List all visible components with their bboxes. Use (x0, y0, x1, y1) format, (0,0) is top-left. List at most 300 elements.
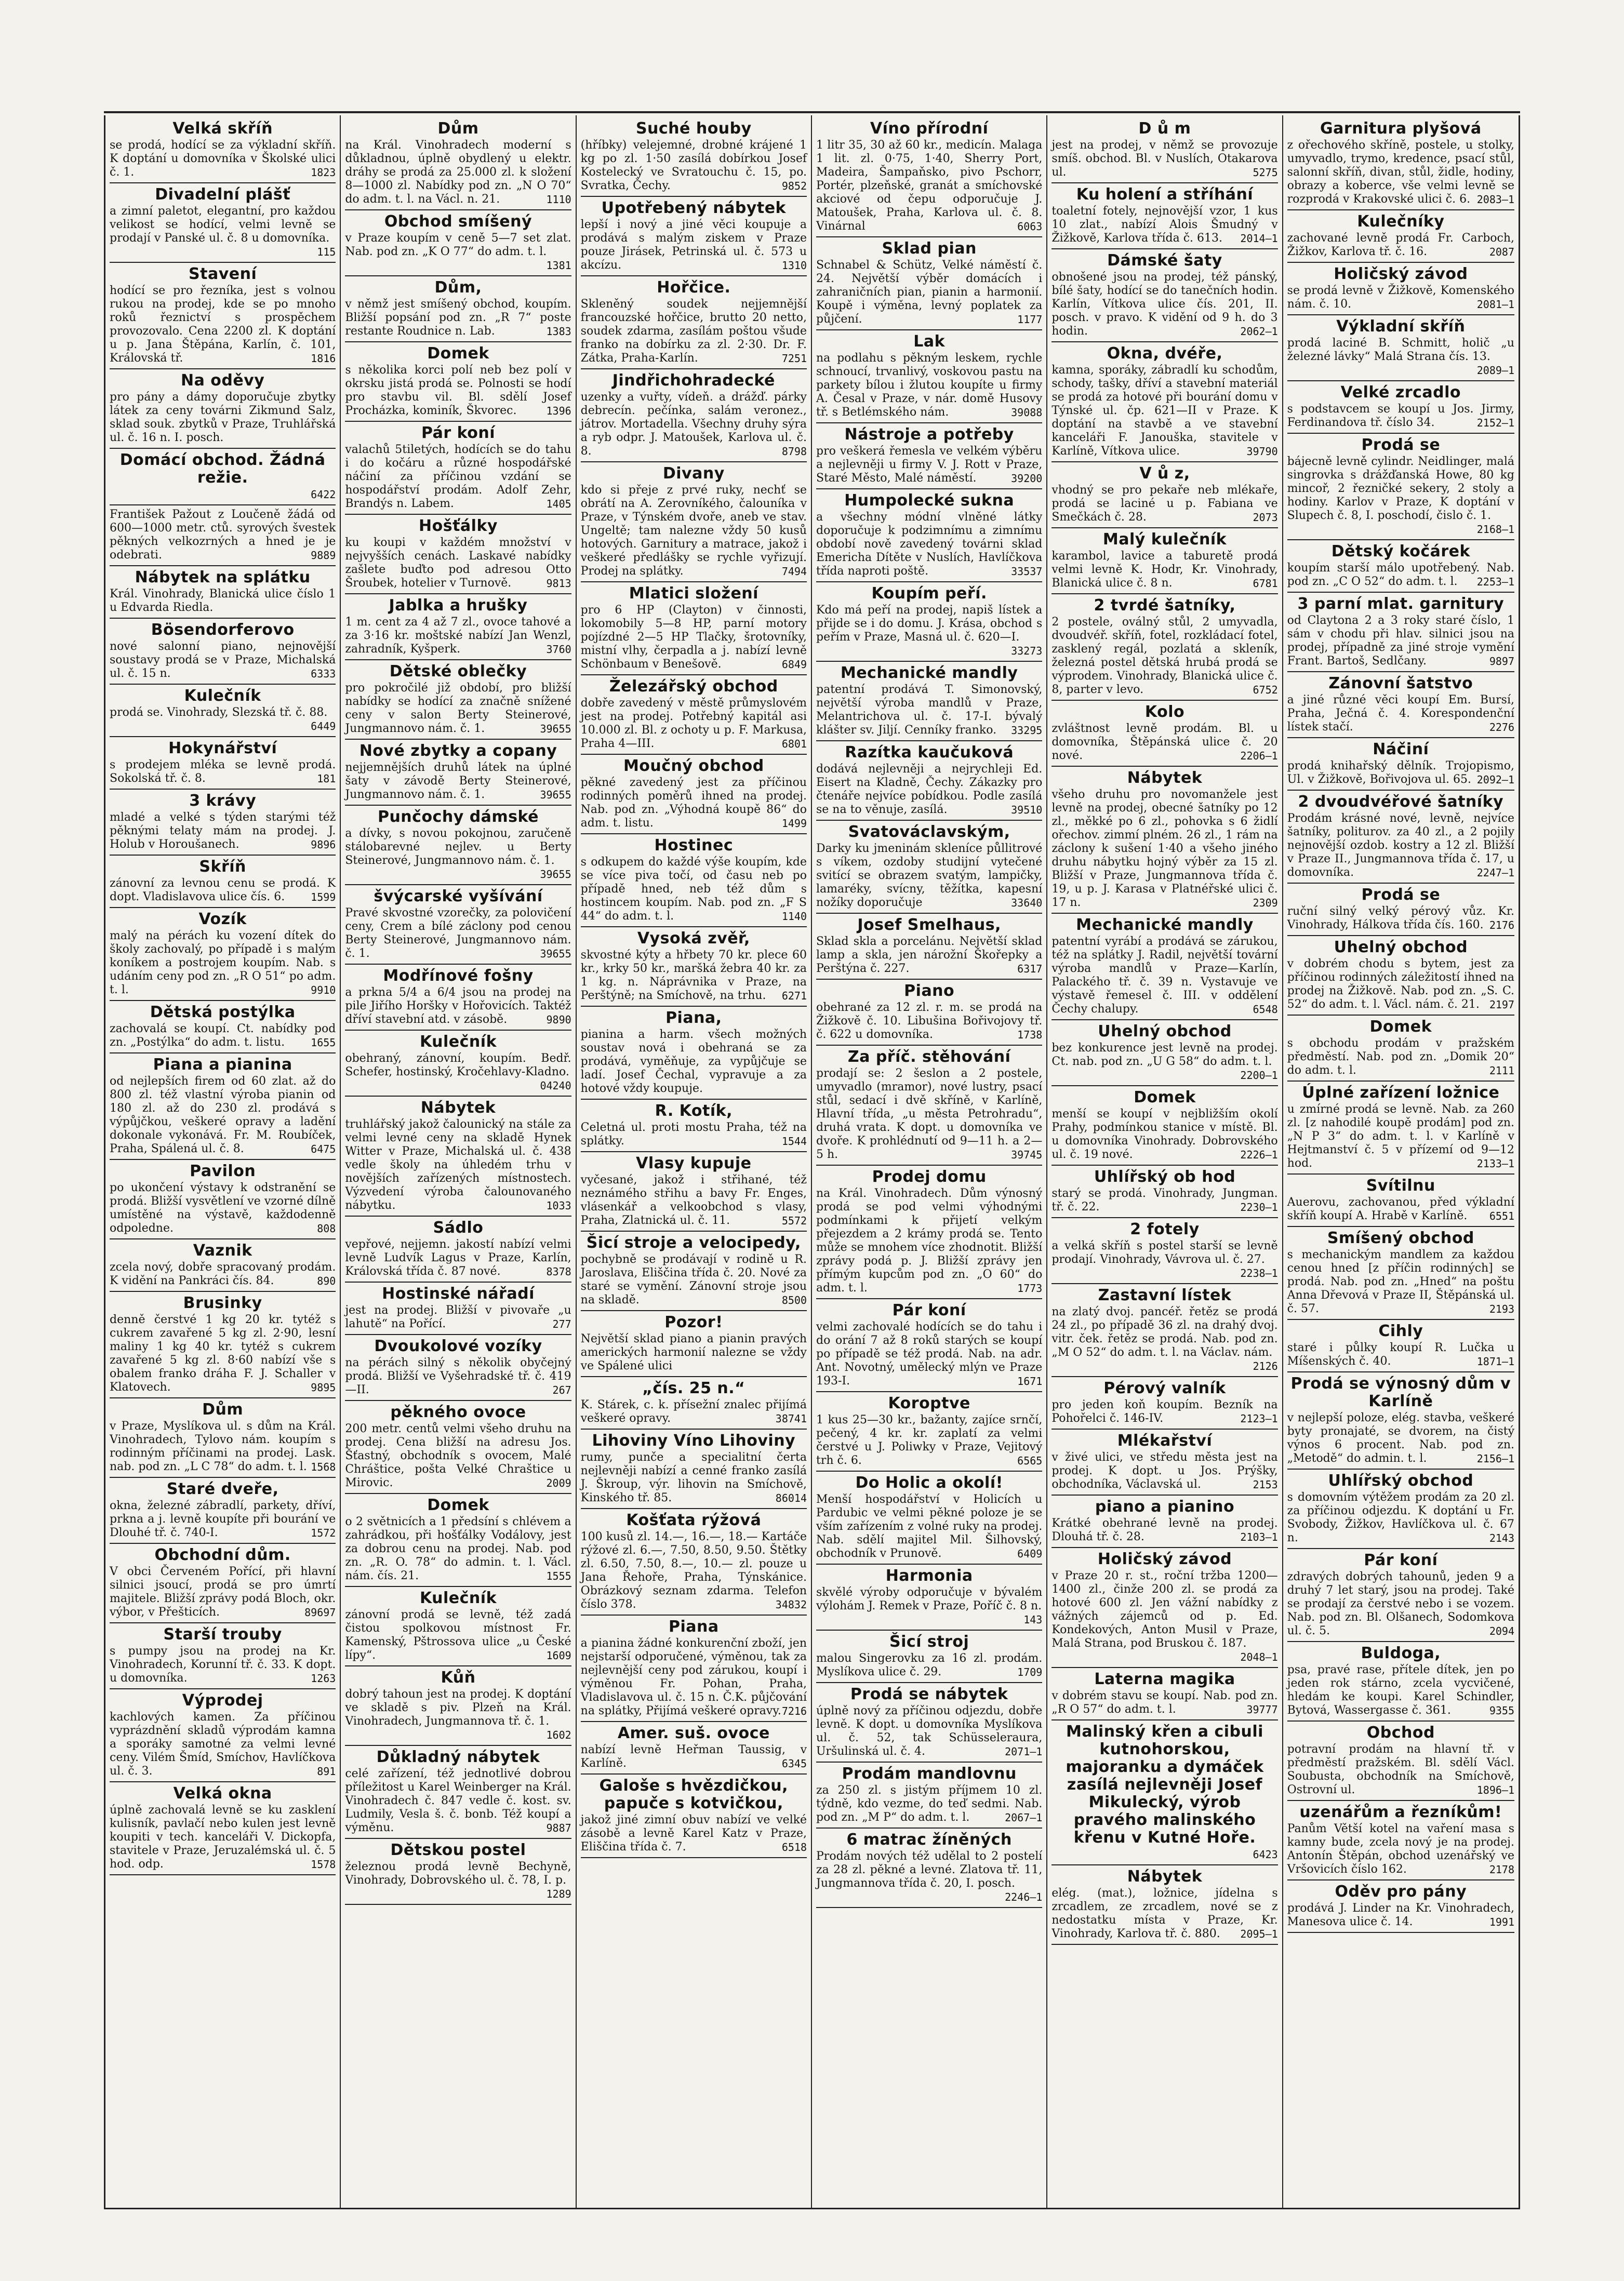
ad-text (1287, 232, 1514, 259)
ad-body: s podstavcem se koupí u Jos. Jirmy, Ferdinandova tř. číslo 34. (1287, 403, 1514, 429)
ad-title: Vozík (198, 910, 247, 928)
ad-title: Pavilon (190, 1162, 256, 1180)
ad-body: v nejlepší poloze, elég. stavba, veškeré byty pronajaté, se dvorem, na čistý výnos 6 procent. Nab. pod zn. „Metodě“ do admin. t. l. (1287, 1411, 1514, 1465)
ad-number: 1823 (311, 166, 336, 179)
ad-body: 1 kus 25—30 kr., bažanty, zajíce srnčí, pečený, 4 kr. kr. zaplatí za velmi čerstvé u J. Poliwky v Praze, Vejitový trh č. 6. (816, 1413, 1043, 1467)
classified-ad (1051, 249, 1277, 342)
classified-ad (1051, 462, 1277, 528)
classified-ad (581, 276, 807, 369)
classified-ad (110, 369, 336, 449)
ad-number: 2153 (1253, 1478, 1278, 1491)
classified-ad (345, 1666, 571, 1746)
ad-body: zachované levně prodá Fr. Carboch, Žižkov, Karlova tř. č. 16. (1287, 232, 1514, 258)
ad-text (345, 1767, 571, 1835)
ad-text (581, 1451, 807, 1505)
ad-body: velmi zachovalé hodících se do tahu i do orání 7 až 8 roků starých se koupí po případě se též prodá. Nab. na adr. Ant. Novotný, umělecký mlýn ve Praze 193-I. (816, 1320, 1043, 1388)
ad-title: Kulečník (419, 1033, 497, 1051)
ad-number: 1602 (546, 1729, 571, 1741)
ad-number: 6565 (1017, 1455, 1043, 1467)
ad-body: jest na prodej, v němž se provozuje smíš. obchod. Bl. v Nuslích, Otakarova ul. (1051, 139, 1278, 179)
ad-title: 2 fotely (1130, 1220, 1200, 1238)
ad-title: Mlékařství (1117, 1432, 1213, 1450)
ad-body: od nejlepších firem od 60 zlat. až do 800 zl. též vlastní výroba pianin od 180 zl. až do 230 zl. prodává s výpůjčkou, veškeré opravy a ladění dokonale vykonává. Fr. M. Roubíček, Praha, Spálená ul. č. 8. (110, 1075, 336, 1155)
ad-title: pěkného ovoce (390, 1403, 526, 1421)
ad-body: na pérách silný s několik obyčejný prodá. Bližší ve Vyšehradské tř. č. 419—II. (345, 1356, 571, 1396)
ad-number: 9896 (311, 838, 336, 851)
ad-title: Prodá se (1361, 436, 1441, 454)
ad-text (345, 1422, 571, 1490)
classified-ad (581, 1775, 807, 1858)
classified-ad (1051, 1548, 1277, 1668)
classified-ad (1287, 672, 1514, 738)
ad-text (816, 842, 1042, 910)
top-rule (104, 111, 1520, 113)
ad-text (110, 1420, 336, 1474)
classified-ad (1051, 767, 1277, 914)
ad-title: Dětské oblečky (389, 662, 527, 681)
ad-title: Zastavní lístek (1098, 1286, 1232, 1304)
ad-text (581, 1332, 807, 1373)
ad-number: 1773 (1017, 1282, 1043, 1295)
classified-ad (1287, 1016, 1514, 1082)
ad-title: Na oděvy (180, 371, 265, 390)
ad-title: Domek (1134, 1088, 1196, 1106)
ad-number: 2133—1 (1476, 1157, 1514, 1170)
classified-ad (345, 740, 571, 806)
ad-text (345, 1515, 571, 1583)
ad-title: Uhlířský obchod (1328, 1472, 1474, 1490)
ad-number: 2193 (1489, 1303, 1514, 1315)
classified-ad (1287, 936, 1514, 1016)
classified-ad (110, 505, 336, 566)
classified-ad (1287, 1320, 1514, 1372)
classified-ad (345, 117, 571, 210)
classified-ad (1051, 117, 1277, 183)
classified-ad (1287, 884, 1514, 936)
ad-body: skvělé výroby odporučuje v bývalém výlohám J. Remek v Praze, Poříč č. 8 n. (816, 1586, 1043, 1612)
ad-body: obnošené jsou na prodej, též pánský, bílé šaty, hodící se do tanečních hodin. Karlín, Vítkova ulice čís. 201, II. posch. v pravo. K vidění od 9 h. do 3 hodin. (1051, 271, 1278, 338)
ad-column-6 (1283, 115, 1519, 2208)
ad-body: dodává nejlevněji a nejrychleji Ed. Eisert na Kladně, Čechy. Zákazky pro čtenáře nejvíce pobídkou. Podle zasílá se na to věnuje, zasílá. (816, 763, 1043, 816)
classified-ad (1287, 1227, 1514, 1320)
ad-title: Moučný obchod (623, 757, 764, 775)
classified-ad (1051, 1086, 1277, 1166)
ad-title: Hošťálky (419, 517, 498, 535)
ad-text (110, 929, 336, 997)
ad-text (1287, 1411, 1514, 1465)
ad-text (345, 298, 571, 338)
ad-body: zánovní za levnou cenu se prodá. K dopt. Vladislavova ulice čís. 6. (110, 877, 336, 903)
ad-body: a jiné různé věci koupí Em. Bursí, Praha, Ječná č. 4. Korespondenční lístek stačí. (1287, 693, 1514, 733)
ad-text (816, 352, 1042, 419)
ad-text (816, 763, 1042, 817)
ad-body: s domovním výtěžem prodám za 20 zl. za příčinou odjezdu. K doptání u Fr. Svobody, Žižkov, Havlíčkova ul. č. 67 n. (1287, 1491, 1514, 1544)
ad-body: 2 postele, oválný stůl, 2 umyvadla, dvoudvéř. skříň, fotel, rozkládací fotel, zasklený regál, pozlatá a skleník, železná postel dětská hrubá prodá se výprodem. Vinohrady, Blanická ulice č. 8, parter v levo. (1051, 616, 1278, 696)
ad-body: pochybně se prodávají v rodině u R. Jaroslava, Eliščina třída č. 20. Nové za staré se vymění. Zánovní stroje jsou na skladě. (580, 1253, 807, 1306)
ad-text (581, 697, 807, 751)
ad-title: Stavení (189, 265, 257, 283)
classified-ad (1287, 593, 1514, 672)
classified-ad (1287, 1470, 1514, 1549)
classified-ad (581, 1430, 807, 1509)
ad-number: 2083—1 (1476, 193, 1514, 206)
ad-text (345, 682, 571, 736)
ad-body: vhodný se pro pekaře neb mlékaře, prodá se laciné u p. Fabiana ve Smečkách č. 28. (1051, 484, 1278, 524)
ad-text (581, 776, 807, 830)
ad-body: valachů 5tiletých, hodících se do tahu i do kočáru a různé hospodářské náčiní za příčinou vzdání se hospodářství prodám. Adolf Zehr, Brandýs n. Labem. (345, 443, 571, 510)
ad-title: Upotřebený nábytek (601, 199, 787, 217)
classified-ad (816, 1631, 1042, 1683)
ad-text (110, 508, 336, 562)
ad-title: Svatováclavským, (848, 823, 1010, 841)
ad-text (816, 1850, 1043, 1903)
ad-title: Výprodej (182, 1691, 263, 1710)
ad-text (1287, 562, 1514, 589)
ad-number: 2062—1 (1240, 325, 1278, 338)
ad-text (345, 1356, 571, 1397)
ad-body: koupím starší málo upotřebený. Nab. pod zn. „C O 52“ do adm. t. l. (1287, 562, 1514, 588)
ad-text (345, 1304, 571, 1331)
ad-number: 2178 (1489, 1863, 1514, 1876)
ad-text (110, 1645, 336, 1685)
ad-body: malý na pérách ku vození dítek do školy zachovalý, po případě i s malým koníkem a postrojem koupím. Nab. s udáním ceny pod zn. „R O 51“ po adm. t. l. (110, 929, 336, 996)
ad-number: 1383 (546, 325, 571, 338)
classified-ad (1051, 914, 1277, 1020)
ad-title: Holičský závod (1334, 265, 1468, 283)
ad-text (581, 1637, 807, 1718)
ad-number: 6551 (1489, 1210, 1514, 1222)
classified-ad (581, 369, 807, 462)
classified-ad (581, 197, 807, 276)
classified-ad (110, 737, 336, 790)
ad-body: kamna, sporáky, zábradlí ku schodům, schody, tašky, dříví a stavební materiál se prodá za hotové při bourání domu v Týnské ul. čp. 621—II v Praze. K doptání na stavbě a ve stavební kanceláři F. Janouška, stavitele v Karlíně, Vítkova ulice. (1051, 364, 1278, 458)
ad-body: s odkupem do každé výše koupím, kde se více piva točí, od času neb po případě hned, neb též dům s hostincem koupím. Nab. pod zn. „F S 44“ do adm. t. l. (580, 856, 807, 923)
ad-title: Jablka a hrušky (389, 596, 528, 615)
ad-body: malou Singerovku za 16 zl. prodám. Myslíkova ulice č. 29. (816, 1652, 1043, 1678)
ad-number: 6752 (1253, 684, 1278, 696)
classified-ad (110, 1623, 336, 1689)
ad-number: 115 (317, 246, 336, 258)
ad-title: Amer. suš. ovoce (617, 1724, 770, 1742)
classified-ad (110, 1001, 336, 1053)
ad-body: dobře zavedený v městě průmyslovém jest na prodej. Potřebný kapitál asi 10.000 zl. Bl. z ochoty u p. F. Markusa, Praha 4—III. (580, 697, 807, 750)
ad-title: R. Kotík, (655, 1102, 733, 1120)
ad-number: 1609 (546, 1649, 571, 1662)
ad-text (1051, 1187, 1277, 1214)
ad-title: Domek (1369, 1018, 1432, 1036)
ad-number: 2123—1 (1240, 1412, 1278, 1425)
ad-body: Pravé skvostné vzorečky, za polovičení ceny, Crem a bílé záclony pod cenou Berty Steinerové, Jungmannovo nám. č. 1. (345, 906, 571, 960)
classified-ad (345, 1283, 571, 1335)
ad-text (1051, 205, 1277, 245)
ad-text (1051, 484, 1277, 524)
ad-body: bájecně levně cylindr. Neidlinger, malá singrovka s drážďanská Howe, 80 kg mincoř, 2 řezničké sekery, 2 stoly a hodiny. Karlov v Praze, K doptání v Slupech č. 8, I. poschodí, čislo č. 1. (1287, 455, 1514, 522)
ad-body: menší se koupí v nejbližším okolí Prahy, podmínkou stanice v místě. Bl. u domovníka Vinohrady. Dobrovského ul. č. 19 nové. (1051, 1108, 1278, 1161)
ad-title: švýcarské vyšívání (374, 887, 543, 905)
ad-title: Bösendorferovo (151, 621, 295, 639)
ad-body: Skleněný soudek nejjemnější francouzské hořčice, brutto 20 netto, soudek zdarma, zasílám poštou všude franko na dobírku za zl. 2·30. Dr. F. Zátka, Praha-Karlín. (580, 298, 807, 365)
ad-body: Auerovu, zachovanou, před výkladní skříň koupí A. Hrabě v Karlíně. (1287, 1196, 1514, 1222)
ad-body: celé zařízení, též jednotlivé dobrou příležitost u Karel Weinberger na Král. Vinohradech č. 847 vedle č. kost. sv. Ludmily, Vesla š. č. bonb. Též koupí a výměnu. (345, 1767, 571, 1834)
ad-title: Laterna magika (1094, 1670, 1235, 1688)
ad-text (1287, 337, 1514, 377)
ad-body: o 2 světnicích a 1 předsíní s chlévem a zahrádkou, při hošťálky Vodálovy, jest za dobrou cenu na prodej. Nab. pod zn. „R. O. 78“ do admin. t. l. Václ. nám. čís. 21. (345, 1515, 571, 1582)
classified-ad (1051, 1720, 1277, 1865)
ad-text (1051, 1887, 1277, 1941)
ad-title: Divany (662, 464, 725, 483)
ad-number: 9890 (546, 1013, 571, 1026)
classified-ad (345, 342, 571, 422)
ad-text (1051, 550, 1277, 590)
ad-number: 2111 (1489, 1064, 1514, 1077)
classified-ad (110, 449, 336, 505)
ad-title: Pozor! (664, 1313, 723, 1331)
ad-title: Nové zbytky a copany (359, 742, 557, 760)
ad-title: Malinský křen a cibuli kutnohorskou, majoranku a dymáček zasílá nejlevněji Josef Mikulecký, výrob pravého malinského křenu v Kutné Hoře. (1066, 1723, 1264, 1847)
ad-title: Lak (913, 332, 946, 351)
ad-number: 6063 (1017, 220, 1043, 233)
ad-title: Hostinec (654, 836, 734, 855)
ad-number: 2009 (546, 1477, 571, 1489)
ad-title: 3 parní mlat. garnitury (1297, 595, 1505, 613)
ad-body: 100 kusů zl. 14.—, 16.—, 18.— Kartáče rýžové zl. 6.—, 7.50, 8.50, 9.50. Štětky zl. 6.50, 7.50, 8.—, 10.— zl. pouze u Jana Řehoře, Praha, Týnskánice. Obrázkový seznam zdarma. Telefon číslo 378. (580, 1530, 807, 1611)
classified-ad (816, 741, 1042, 821)
ad-number: 9895 (311, 1381, 336, 1394)
ad-number: 39777 (1246, 1703, 1278, 1716)
classified-ad (816, 423, 1042, 489)
ad-title: Cihly (1378, 1322, 1423, 1340)
ad-text (345, 536, 571, 590)
ad-text (1051, 364, 1277, 458)
ad-number: 2156—1 (1476, 1452, 1514, 1465)
classified-ad (110, 1292, 336, 1398)
ad-body: Darky ku jmeninám skleníce půllitrové s víkem, ozdoby studijní vytečené svitící se obrazem svatým, lampičky, lamaréky, svícny, těžítka, kapesní nožíky doporučuje (816, 842, 1043, 909)
ad-title: Pár koní (1364, 1551, 1438, 1569)
ad-title: Piana a pianina (153, 1056, 292, 1074)
ad-title: Dům (202, 1400, 244, 1419)
ad-number: 9887 (546, 1822, 571, 1834)
ad-title: Košťata rýžová (626, 1511, 762, 1529)
ad-text (816, 1187, 1042, 1295)
ad-number: 2048—1 (1240, 1651, 1278, 1663)
classified-ad (816, 582, 1042, 662)
ad-body: vyčesané, jakož i střihané, též neznámého střihu a bavy Fr. Enges, vlásenkář a velkoobchod s vlasy, Praha, Zlatnická ul. č. 11. (580, 1173, 807, 1227)
ad-text (816, 1784, 1042, 1824)
ad-body: v dobrém stavu se koupí. Nab. pod zn. „R O 57“ do adm. t. l. (1051, 1689, 1278, 1716)
ad-number: 04240 (540, 1079, 571, 1092)
classified-ad (345, 1839, 571, 1905)
ad-text (1051, 1108, 1277, 1162)
ad-text (581, 1813, 807, 1854)
ad-body: elég. (mat.), ložnice, jídelna s zrcadlem, ze zrcadlem, nové se z nedostatku místa v Praze, Kr. Vinohrady, Karlova tř. č. 880. (1051, 1887, 1278, 1940)
ad-text (1287, 693, 1514, 734)
ad-body: ruční silný velký pérový vůz. Kr. Vinohrady, Hálkova třída čís. 160. (1287, 905, 1514, 931)
ad-title: Prodám mandlovnu (842, 1765, 1017, 1783)
ad-text (110, 588, 336, 615)
classified-ad (345, 1746, 571, 1839)
ad-body: Prodám krásné nové, levně, nejvíce šatníky, politurov. za 40 zl., a 2 pojily nejnovější ozdob. kostry a 12 zl. Bližší v Praze II., Jungmannova třída č. 17, u domovníka. (1287, 812, 1514, 879)
ad-title: Brusinky (183, 1294, 262, 1312)
bottom-rule (104, 2208, 1520, 2209)
classified-ad (345, 1587, 571, 1666)
ad-text (816, 1320, 1042, 1388)
ad-body: Schnabel & Schütz, Velké náměstí č. 24. Největší výběr domácích i zahraničních pian, pianin a harmonií. Koupě i výměna, levný poplatek za půjčení. (816, 259, 1043, 326)
ad-text (1287, 403, 1514, 430)
ad-body: jakož jiné zimní obuv nabízí ve velké zásobě a levně Karel Katz v Praze, Eliščina třída č. 7. (580, 1813, 807, 1853)
classified-ad (345, 1494, 571, 1587)
classified-ad (816, 1763, 1042, 1829)
ad-title: Punčochy dámské (377, 808, 539, 826)
ad-title: Okna, dvéře, (1107, 344, 1223, 363)
ad-title: Šicí stroj (889, 1633, 969, 1651)
ad-number: 6801 (781, 738, 807, 750)
ad-title: Lihoviny Víno Lihoviny (592, 1432, 796, 1450)
ad-title: Za příč. stěhování (847, 1048, 1011, 1066)
ad-number: 2126 (1253, 1360, 1278, 1372)
classified-ad (581, 582, 807, 675)
ad-title: Domek (427, 344, 489, 363)
ad-text (581, 1253, 807, 1307)
ad-number: 33537 (1011, 565, 1043, 578)
ad-text (110, 1804, 336, 1871)
classified-ad (816, 914, 1042, 980)
classified-ad (581, 1616, 807, 1722)
ad-number: 9897 (1489, 655, 1514, 668)
ad-title: Kolo (1144, 703, 1185, 721)
ad-body: úplně zachovalá levně se ku zasklení kulisník, pavlačí nebo kulen jest levně koupiti v tech. kanceláři V. Dickopfa, stavitele v Praze, Jeruzalémská ul. č. 5 hod. odp. (110, 1804, 336, 1871)
ad-column-2 (341, 115, 576, 2208)
ad-title: Nábytek (420, 1099, 496, 1117)
ad-title: Náčiní (1373, 740, 1429, 758)
ad-number: 2247—1 (1476, 866, 1514, 879)
ad-number: 5572 (781, 1215, 807, 1227)
classified-ad (1051, 1284, 1277, 1377)
ad-body: pro veškerá řemesla ve velkém výběru a nejlevněji u firmy V. J. Rott v Praze, Staré Město, Malé náměstí. (816, 445, 1043, 485)
classified-ad (1051, 1166, 1277, 1218)
ad-title: Dětská postýlka (150, 1003, 296, 1021)
ad-body: nové salonní piano, nejnovější soustavy prodá se v Praze, Michalská ul. č. 15 n. (110, 640, 336, 680)
ad-number: 6333 (311, 668, 336, 680)
classified-ad (110, 1053, 336, 1160)
ad-body: František Pažout z Loučeně žádá od 600—1000 metr. ctů. syrových švestek pěkných velkozrných a hned je je odebrati. (110, 508, 336, 562)
classified-ad (1287, 1722, 1514, 1801)
ad-body: a velká skříň s postel starší se levně prodají. Vinohrady, Vávrova ul. č. 27. (1051, 1239, 1278, 1266)
ad-body: a pianina žádné konkurenční zboží, jen nejstarší odporučené, výměnou, tak za nejlevnější ceny pod zárukou, koupí i výměnou Fr. Pohan, Praha, Vladislavova ul. č. 15 n. Č.K. půjčování na splátky, Přijímá veškeré opravy. (580, 1637, 807, 1717)
ad-text (1287, 905, 1514, 932)
ad-body: v němž jest smíšený obchod, koupím. Bližší popsání pod zn. „R 7“ poste restante Roudnice n. Lab. (345, 298, 571, 338)
classified-ad (1051, 1865, 1277, 1945)
ad-title: Dámské šaty (1107, 251, 1222, 270)
ad-text (345, 1052, 571, 1092)
ad-number: 8798 (781, 445, 807, 458)
classified-ad (581, 675, 807, 755)
ad-text (345, 1608, 571, 1662)
ad-number: 1738 (1017, 1029, 1043, 1041)
ad-title: Starší trouby (163, 1625, 282, 1644)
ad-body: prodává J. Linder na Kr. Vinohradech, Manesova ulice č. 14. (1287, 1902, 1514, 1928)
ad-text (581, 1173, 807, 1228)
ad-body: uzenky a vuřty, vídeň. a drážď. párky debrecín. pečínka, salám veronez., játrov. Mortadella. Všechny druhy sýra a ryb odpr. J. Matoušek, Karlova ul. č. 8. (580, 391, 807, 458)
classified-ad (1287, 1372, 1514, 1470)
classified-ad (581, 755, 807, 834)
ad-title: Mlatici složení (629, 584, 758, 603)
ad-number: 9910 (311, 984, 336, 996)
ad-text (816, 1067, 1042, 1162)
classified-ad (345, 1401, 571, 1494)
ad-title: Divadelní plášť (155, 185, 291, 204)
ad-text (1051, 1239, 1278, 1279)
ad-number: 2238—1 (1240, 1267, 1278, 1279)
ad-text (581, 391, 807, 458)
ad-number: 2226—1 (1240, 1149, 1278, 1161)
ad-number: 39510 (1011, 804, 1043, 816)
ad-title: Uhelný obchod (1334, 938, 1468, 956)
ad-number: 33273 (1011, 645, 1043, 657)
ad-body: z ořechového skříně, postele, u stolky, umyvadlo, trymo, kredence, psací stůl, salonní skříň, divan, stůl, židle, hodiny, obrazy a koberce, vše velmi levně se rozprodá v Krakovské ulici č. 6. (1287, 139, 1514, 206)
ad-number: 6271 (781, 990, 807, 1002)
ad-title: Holičský závod (1097, 1550, 1232, 1568)
classified-ad (110, 1160, 336, 1239)
ad-body: patentní prodává T. Simonovský, největší výroba mandlů v Praze, Melantrichova ul. č. 17-I. bývalý klášter sv. Jiljí. Cenníky franko. (816, 683, 1043, 737)
ad-text (816, 604, 1043, 657)
ad-number: 39655 (540, 789, 571, 801)
classified-ad (1287, 210, 1514, 263)
classified-ad (581, 1509, 807, 1616)
ad-text (1051, 1398, 1277, 1425)
ad-number: 2197 (1489, 998, 1514, 1011)
ad-number: 6409 (1017, 1548, 1043, 1560)
ad-number: 1381 (546, 259, 571, 272)
ad-number: 6518 (781, 1841, 807, 1853)
classified-ad (816, 330, 1042, 423)
ad-number: 890 (317, 1275, 336, 1287)
ad-number: 2143 (1489, 1532, 1514, 1544)
ad-body: se prodá, hodící se za výkladní skříň. K doptání u domovníka v Školské ulici č. 1. (110, 139, 336, 179)
ad-number: 39745 (1011, 1149, 1043, 1161)
ad-body: Prodám nových též udělal to 2 postelí za 28 zl. pěkné a levné. Zlatova tř. 11, Jungmannova třída č. 20, I. posch. (816, 1850, 1043, 1890)
ad-body: mladé a velké s týden starými též pěknými telaty mám na prodej. J. Holub v Horoušanech. (110, 811, 336, 851)
ad-body: karambol, lavice a taburetě prodá velmi levně K. Hodr, Kr. Vinohrady, Blanická ulice č. 8 n. (1051, 550, 1278, 590)
ad-number: 33640 (1011, 897, 1043, 909)
ad-text (1287, 455, 1514, 536)
ad-title: Kulečníky (1357, 212, 1445, 231)
classified-ad (345, 806, 571, 885)
classified-ad (110, 183, 336, 263)
classified-ad (110, 619, 336, 685)
ad-number: 2230—1 (1240, 1201, 1278, 1213)
ad-text (110, 877, 336, 904)
classified-ad (1051, 183, 1277, 249)
ad-text (1051, 1689, 1277, 1716)
ad-title: Nábytek (1127, 769, 1203, 787)
ad-title: Svítilnu (1366, 1177, 1435, 1195)
ad-number: 8500 (781, 1294, 807, 1306)
ad-body: (hříbky) velejemné, drobné krájené 1 kg po zl. 1·50 zasílá dobírkou Josef Kostelecký ve Svratouchu č. 15, po. Svratka, Čechy. (580, 139, 807, 192)
ad-number: 86014 (775, 1492, 807, 1504)
ad-title: Sádlo (433, 1219, 484, 1237)
classified-ad (1051, 701, 1277, 767)
ad-title: Do Holic a okolí! (855, 1474, 1003, 1492)
ad-body: všeho druhu pro novomanžele jest levně na prodej, obecné šatníky po 12 zl., měkké po 6 zl., pohovka s 6 židlí ořechov. zimmí plném. 26 zl., 1 rám na záclony k sušení 1·40 a všeho jiného druhu nábytku hojný výběr za 15 zl. Bližší v Praze, Jungmannova třída č. 19, u p. J. Karasa v Platnéřské ulici č. 17 n. (1051, 788, 1278, 909)
classified-ad (1287, 315, 1514, 381)
ad-body: 200 metr. centů velmi všeho druhu na prodej. Cena bližší na adresu Jos. Šťastný, obchodník s ovocem, Malé Chráštice, pošta Velké Chraštice u Mirovic. (345, 1422, 571, 1489)
classified-ad (816, 1565, 1042, 1631)
ad-title: Hokynářství (168, 739, 277, 757)
ad-body: kdo si přeje z prvé ruky, nechť se obrátí na A. Zerovníkého, čalouníka v Praze, v Týnském dvoře, aneb ve stav. Ungeltě; tam nalezne vždy 50 kusů hotových. Garnitury a matrace, jakož i veškeré předlášky se rychle vyřizují. Prodej na splátky. (580, 484, 807, 578)
ad-title: Uhelný obchod (1098, 1022, 1232, 1041)
ad-title: Jindřichohradecké (612, 371, 775, 390)
classified-ad (110, 1478, 336, 1544)
